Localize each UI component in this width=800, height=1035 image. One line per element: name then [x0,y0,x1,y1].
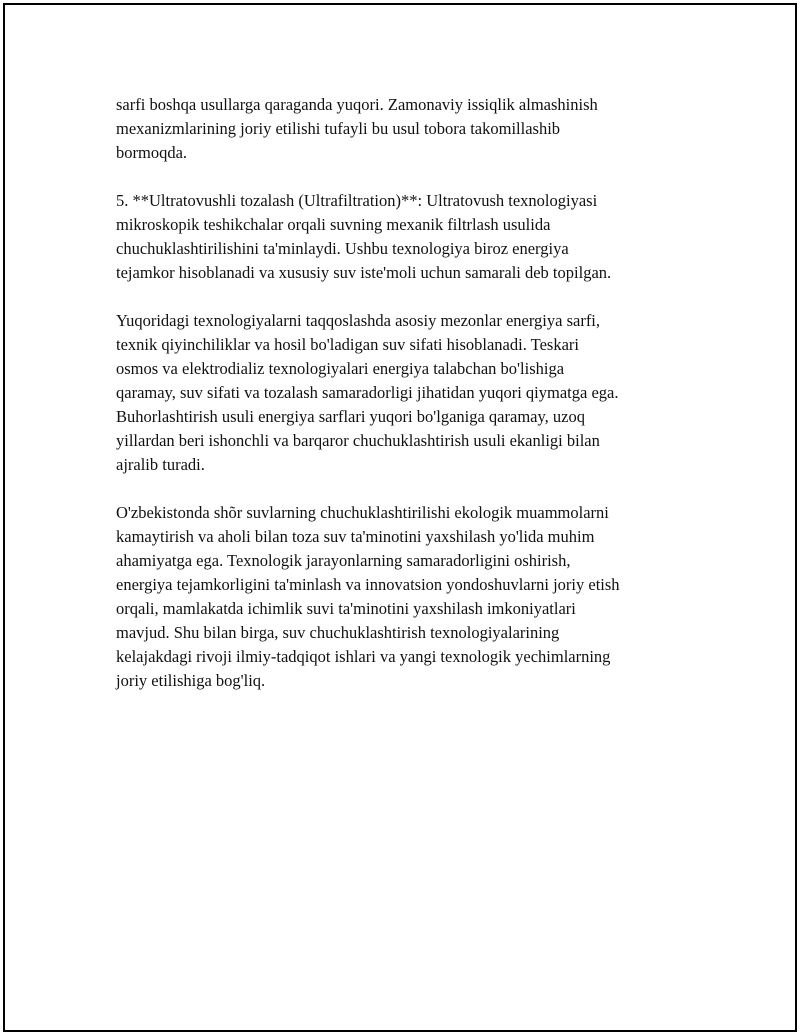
paragraph-ultrafiltration: 5. **Ultratovushli tozalash (Ultrafiltration)**: Ultratovush texnologiyasi mikroskopik teshikchalar orqali suvning mexanik filtrlash usulida chuchuklashtirilishini ta'minlaydi. Ushbu texnologiya biroz energiya tejamkor hisoblanadi va xususiy suv iste'moli uchun samarali deb topilgan. [116,191,612,282]
document-body [116,93,696,717]
paragraph-comparison: Yuqoridagi texnologiyalarni taqqoslashda asosiy mezonlar energiya sarfi, texnik qiyinchiliklar va hosil bo'ladigan suv sifati hisoblanadi. Teskari osmos va elektrodializ texnologiyalari energiya talabchan bo'lishiga qaramay, suv sifati va tozalash samaradorligi jihatidan yuqori qiymatga ega. Buhorlashtirish usuli energiya sarflari yuqori bo'lganiga qaramay, uzoq yillardan beri ishonchli va barqaror chuchuklashtirish usuli ekanligi bilan ajralib turadi. [116,311,619,474]
paragraph-evaporation-ending: sarfi boshqa usullarga qaraganda yuqori. Zamonaviy issiqlik almashinish mexanizmlarining joriy etilishi tufayli bu usul tobora takomillashib bormoqda. [116,95,598,162]
paragraph-uzbekistan-conclusion: O'zbekistonda shõr suvlarning chuchuklashtirilishi ekologik muammolarni kamaytirish va aholi bilan toza suv ta'minotini yaxshilash yo'lida muhim ahamiyatga ega. Texnologik jarayonlarning samaradorligini oshirish, energiya tejamkorligini ta'minlash va innovatsion yondoshuvlarni joriy etish orqali, mamlakatda ichimlik suvi ta'minotini yaxshilash imkoniyatlari mavjud. Shu bilan birga, suv chuchuklashtirish texnologiyalarining kelajakdagi rivoji ilmiy-tadqiqot ishlari va yangi texnologik yechimlarning joriy etilishiga bog'liq. [116,503,620,690]
